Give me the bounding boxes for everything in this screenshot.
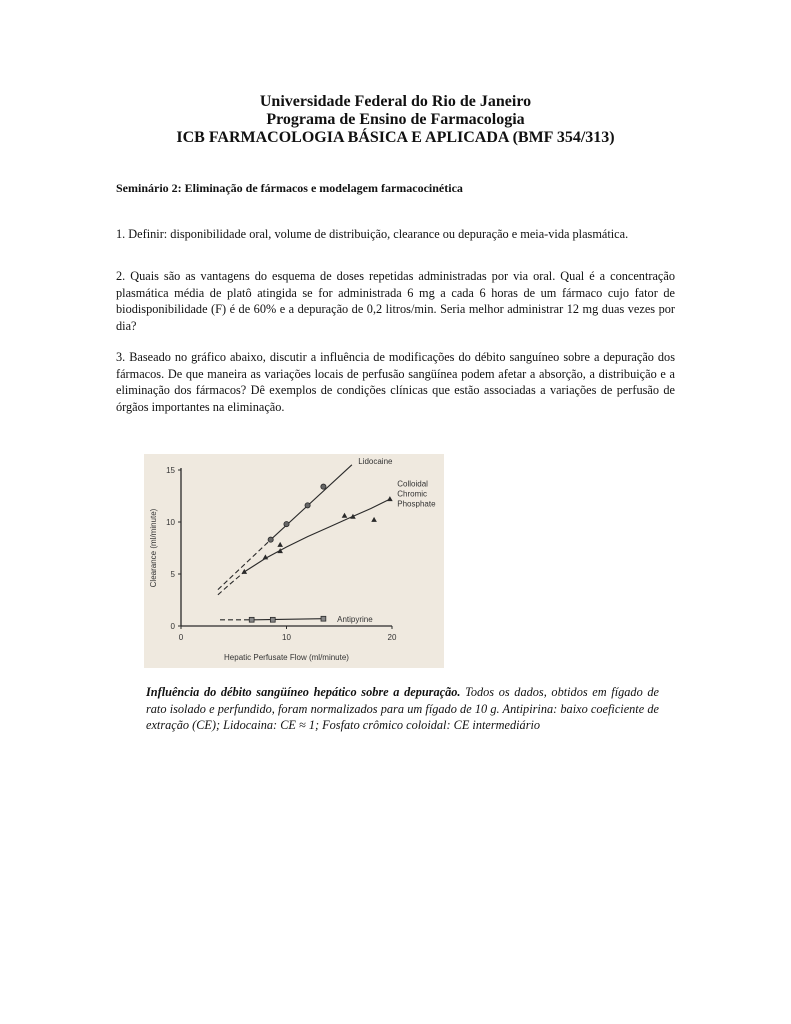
chart-lines xyxy=(218,465,390,620)
chart-svg xyxy=(144,454,444,668)
colloidal-chromic-phosphate-point xyxy=(387,496,393,501)
course-title: ICB FARMACOLOGIA BÁSICA E APLICADA (BMF 354/313) xyxy=(176,129,615,146)
seminar-title: Seminário 2: Eliminação de fármacos e modelagem farmacocinética xyxy=(116,181,463,195)
x-tick-label: 20 xyxy=(387,633,397,642)
y-tick-label: 10 xyxy=(166,518,175,527)
lidocaine-label: Lidocaine xyxy=(358,456,393,466)
chart-labels xyxy=(337,457,436,624)
y-axis-label: Clearance (ml/minute) xyxy=(149,508,158,588)
colloidal-chromic-phosphate-point xyxy=(371,517,377,522)
figure-caption xyxy=(146,684,659,734)
caption-text: Todos os dados, obtidos em fígado de rato isolado e perfundido, foram normalizados para um fígado de 10 g. Antipirina: baixo coeficiente de extração (CE); Lidocaina: CE ≈ 1; Fosfato crômico coloidal: CE intermediário xyxy=(146,685,659,732)
lidocaine-point xyxy=(305,503,310,508)
question-3: 3. Baseado no gráfico abaixo, discutir a influência de modificações do débito sanguíneo sobre a depuração dos fármacos. De que maneira as variações locais de perfusão sangüínea podem afetar a absorção, a distribuição e a eliminação dos fármacos? Dê exemplos de condições clínicas que estão associadas a variações de perfusão de órgãos importantes na eliminação. xyxy=(116,350,675,414)
caption-title: Influência do débito sangüíneo hepático sobre a depuração. xyxy=(146,685,461,699)
y-tick-label: 0 xyxy=(170,622,175,631)
antipyrine-point xyxy=(321,616,326,621)
colloidal-chromic-phosphate-point xyxy=(342,513,348,518)
chart-marks xyxy=(242,484,393,622)
program-name: Programa de Ensino de Farmacologia xyxy=(266,111,525,128)
colloidal-chromic-phosphate-dashed-extrapolation xyxy=(218,572,244,595)
colloidal-chromic-phosphate-fit-line xyxy=(244,499,390,572)
university-name: Universidade Federal do Rio de Janeiro xyxy=(259,93,532,110)
lidocaine-point xyxy=(284,521,289,526)
y-tick-label: 15 xyxy=(166,466,175,475)
colloidal-chromic-phosphate-label: Colloidal xyxy=(397,479,428,489)
x-axis-label: Hepatic Perfusate Flow (ml/minute) xyxy=(224,653,349,662)
antipyrine-fit-line xyxy=(252,619,324,620)
document-header xyxy=(0,93,791,147)
antipyrine-point xyxy=(270,617,275,622)
lidocaine-point xyxy=(321,484,326,489)
x-tick-label: 10 xyxy=(282,633,291,642)
chart-axes xyxy=(149,466,397,662)
antipyrine-point xyxy=(249,617,254,622)
lidocaine-fit-line xyxy=(271,465,352,540)
lidocaine-point xyxy=(268,537,273,542)
question-2: 2. Quais são as vantagens do esquema de doses repetidas administradas por via oral. Qual é a concentração plasmática média de platô atingida se for administrada 6 mg a cada 6 horas de um fármaco cujo fator de biodisponibilidade (F) é de 60% e a depuração de 0,2 litros/min. Seria melhor administrar 12 mg duas vezes por dia? xyxy=(116,269,675,333)
clearance-chart xyxy=(144,454,444,668)
y-tick-label: 5 xyxy=(170,570,175,579)
colloidal-chromic-phosphate-label: Chromic xyxy=(397,489,428,499)
question-1: 1. Definir: disponibilidade oral, volume de distribuição, clearance ou depuração e meia-vida plasmática. xyxy=(116,227,629,241)
antipyrine-label: Antipyrine xyxy=(337,614,373,624)
colloidal-chromic-phosphate-point xyxy=(350,514,356,519)
x-tick-label: 0 xyxy=(178,633,184,642)
colloidal-chromic-phosphate-label: Phosphate xyxy=(397,499,436,509)
lidocaine-dashed-extrapolation xyxy=(218,540,271,590)
colloidal-chromic-phosphate-point xyxy=(242,569,248,574)
colloidal-chromic-phosphate-point xyxy=(277,542,283,547)
